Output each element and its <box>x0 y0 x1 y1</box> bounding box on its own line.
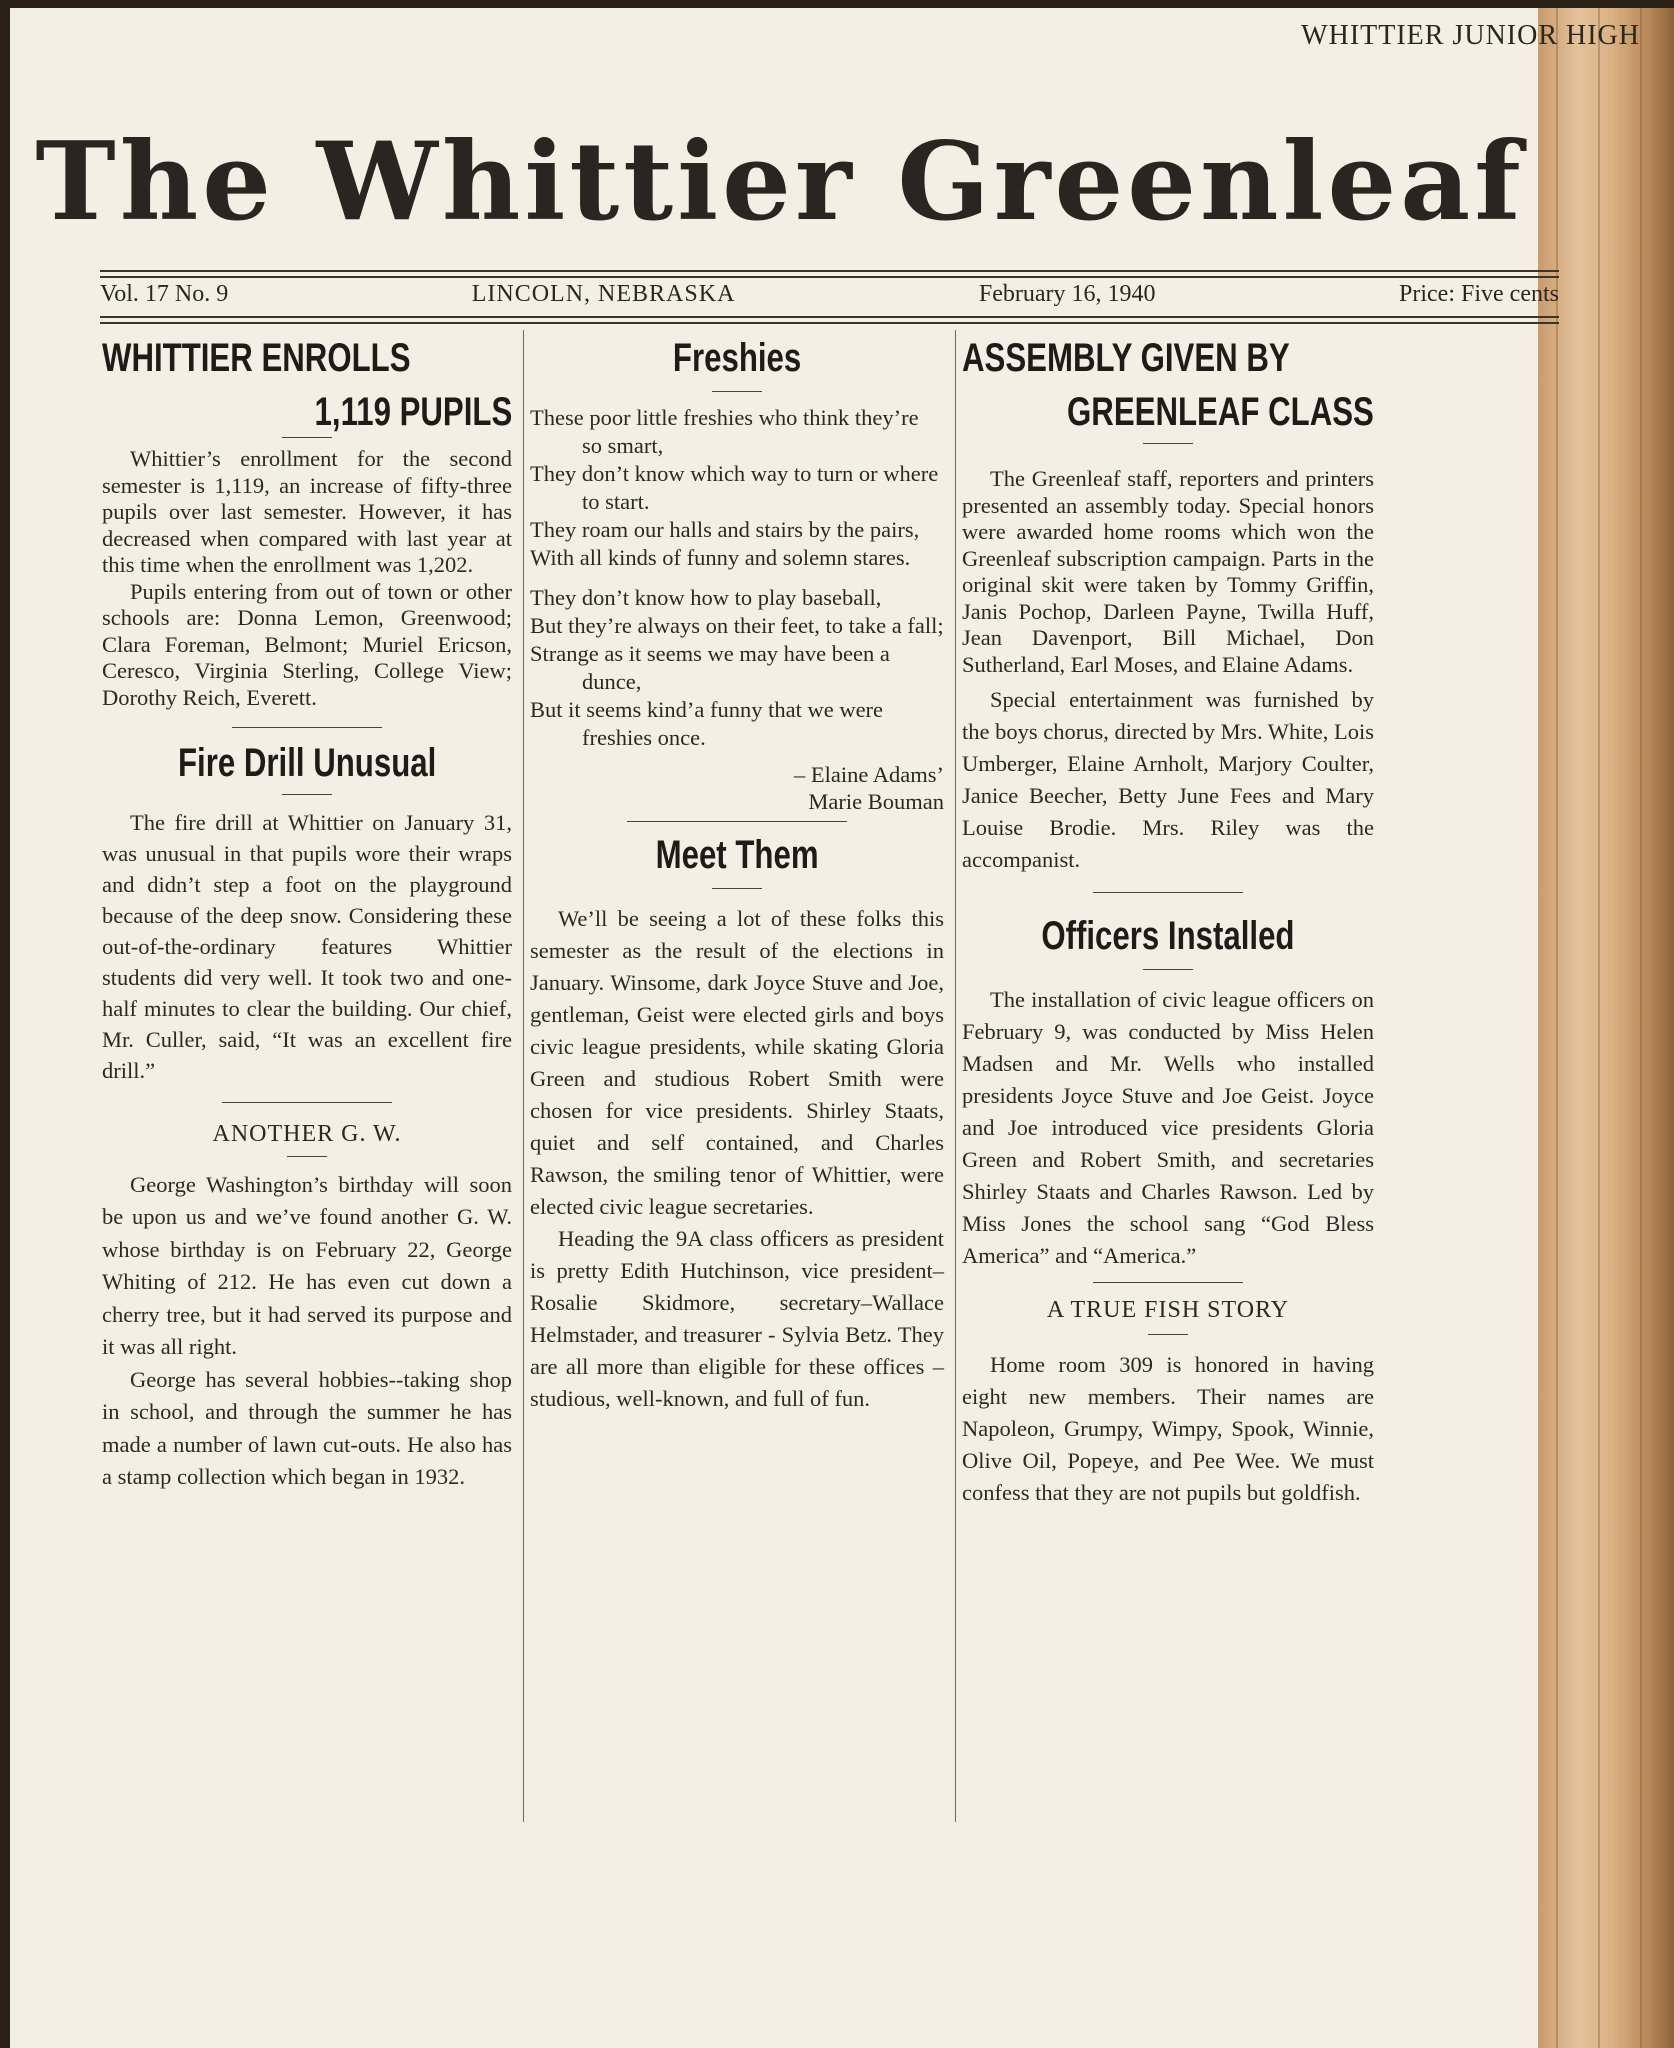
poem-line: They roam our halls and stairs by the pairs, <box>530 517 920 542</box>
volume-number: Vol. 17 No. 9 <box>100 281 229 307</box>
separator <box>222 1102 392 1103</box>
headline-another-gw: ANOTHER G. W. <box>212 1121 402 1147</box>
column-1 <box>102 333 512 1494</box>
poem-line: These poor little freshies who think they’re so smart, <box>530 405 919 458</box>
poem-line: They don’t know which way to turn or where to start. <box>530 461 939 514</box>
separator <box>287 1156 327 1157</box>
issue-date: February 16, 1940 <box>978 281 1156 307</box>
fish-story-paragraph: Home room 309 is honored in having eight new members. Their names are Napoleon, Grumpy, Wimpy, Spook, Winnie, Olive Oil, Popeye, and Pee Wee. We must confess that they are not pupils but goldfish. <box>962 1351 1374 1505</box>
headline-assembly-1: ASSEMBLY GIVEN BY <box>962 336 1290 380</box>
poem-line: Strange as it seems we may have been a dunce, <box>530 641 890 694</box>
poem-line: But they’re always on their feet, to take a fall; <box>530 613 944 638</box>
column-divider-2 <box>955 330 956 1822</box>
separator <box>1148 1334 1188 1335</box>
fire-drill-paragraph: The fire drill at Whittier on January 31, was unusual in that pupils wore their wraps and didn’t step a foot on the playground because of the deep snow. Considering these out-of-the-ordinary features Whittier students did very well. It took two and one-half minutes to clear the building. Our chief, Mr. Culler, said, “It was an excellent fire drill.” <box>102 810 512 1083</box>
masthead-rule-top-2 <box>100 276 1559 278</box>
column-divider-1 <box>523 330 524 1822</box>
headline-officers: Officers Installed <box>1041 914 1295 958</box>
headline-freshies: Freshies <box>672 336 802 380</box>
book-spine <box>1538 8 1674 2048</box>
dateline-rule-2 <box>100 322 1559 324</box>
separator <box>1093 892 1243 893</box>
poem-author-1: – Elaine Adams’ <box>794 762 944 787</box>
headline-assembly-2: GREENLEAF CLASS <box>1067 390 1374 434</box>
officers-paragraph: The installation of civic league officers on February 9, was conducted by Miss Helen Madsen and Mr. Wells who installed presidents Joyce Stuve and Joe Geist. Joyce and Joe introduced vice presidents Gloria Green and Robert Smith, and secretaries Shirley Staats and Charles Rawson. Led by Miss Jones the school sang “God Bless America” and “America.” <box>962 987 1374 1268</box>
poem-author-2: Marie Bouman <box>808 788 944 814</box>
another-gw-paragraph-2: George has several hobbies--taking shop in school, and through the summer he has made a number of lawn cut-outs. He also has a stamp collection which began in 1932. <box>102 1366 512 1489</box>
headline-meet-them: Meet Them <box>655 833 819 877</box>
separator <box>1143 969 1193 970</box>
poem-line: But it seems kind’a funny that we were freshies once. <box>530 697 884 750</box>
school-label: WHITTIER JUNIOR HIGH <box>1301 20 1640 51</box>
meet-them-paragraph-2: Heading the 9A class officers as president is pretty Edith Hutchinson, vice president–Rosalie Skidmore, secretary–Wallace Helmstader, and treasurer - Sylvia Betz. They are all more than eligible for these offices – studious, well-known, and full of fun. <box>530 1226 944 1411</box>
poem-line: They don’t know how to play baseball, <box>530 585 882 610</box>
headline-enrolls-2: 1,119 PUPILS <box>314 390 513 434</box>
separator <box>232 727 382 728</box>
dateline <box>100 281 1559 311</box>
separator <box>1093 1282 1243 1283</box>
poem-line: With all kinds of funny and solemn stares. <box>530 545 911 570</box>
freshies-poem <box>530 404 944 752</box>
headline-enrolls-1: WHITTIER ENROLLS <box>102 336 411 380</box>
separator <box>282 794 332 795</box>
separator <box>712 391 762 392</box>
assembly-paragraph-1: The Greenleaf staff, reporters and printers presented an assembly today. Special honors were awarded home rooms which won the Greenleaf subscription campaign. Parts in the original skit were taken by Tommy Griffin, Janis Pochop, Darleen Payne, Twilla Huff, Jean Davenport, Bill Michael, Don Sutherland, Earl Moses, and Elaine Adams. <box>962 466 1374 677</box>
headline-fire-drill: Fire Drill Unusual <box>177 741 437 785</box>
meet-them-paragraph-1: We’ll be seeing a lot of these folks this semester as the result of the elections in January. Winsome, dark Joyce Stuve and Joe, gentleman, Geist were elected girls and boys civic league presidents, while skating Gloria Green and studious Robert Smith were chosen for vice presidents. Shirley Staats, quiet and self contained, and Charles Rawson, the smiling tenor of Whittier, were elected civic league secretaries. <box>530 906 944 1219</box>
column-3 <box>962 333 1374 1509</box>
masthead-rule-top <box>100 270 1559 272</box>
enrolls-paragraph-2: Pupils entering from out of town or other schools are: Donna Lemon, Greenwood; Clara Foreman, Belmont; Muriel Ericson, Ceresco, Virginia Sterling, College View; Dorothy Reich, Everett. <box>102 578 512 710</box>
another-gw-paragraph-1: George Washington’s birthday will soon be upon us and we’ve found another G. W. whose birthday is on February 22, George Whiting of 212. He has even cut down a cherry tree, but it had served its purpose and it was all right. <box>102 1171 512 1359</box>
separator <box>712 888 762 889</box>
assembly-paragraph-2: Special entertainment was furnished by the boys chorus, directed by Mrs. White, Lois Umberger, Elaine Arnholt, Marjory Coulter, Janice Beecher, Betty June Fees and Mary Louise Brodie. Mrs. Riley was the accompanist. <box>962 687 1375 872</box>
price: Price: Five cents <box>1399 281 1559 307</box>
masthead-title: The Whittier Greenleaf <box>35 119 1525 245</box>
separator <box>1143 443 1193 444</box>
column-2 <box>530 333 944 1415</box>
separator <box>627 821 847 822</box>
location: LINCOLN, NEBRASKA <box>471 281 736 307</box>
enrolls-paragraph-1: Whittier’s enrollment for the second semester is 1,119, an increase of fifty-three pupils over last semester. However, it has decreased when compared with last year at this time when the enrollment was 1,202. <box>102 446 512 577</box>
separator <box>282 437 332 438</box>
dateline-rule <box>100 316 1559 318</box>
headline-fish-story: A TRUE FISH STORY <box>1046 1297 1290 1323</box>
